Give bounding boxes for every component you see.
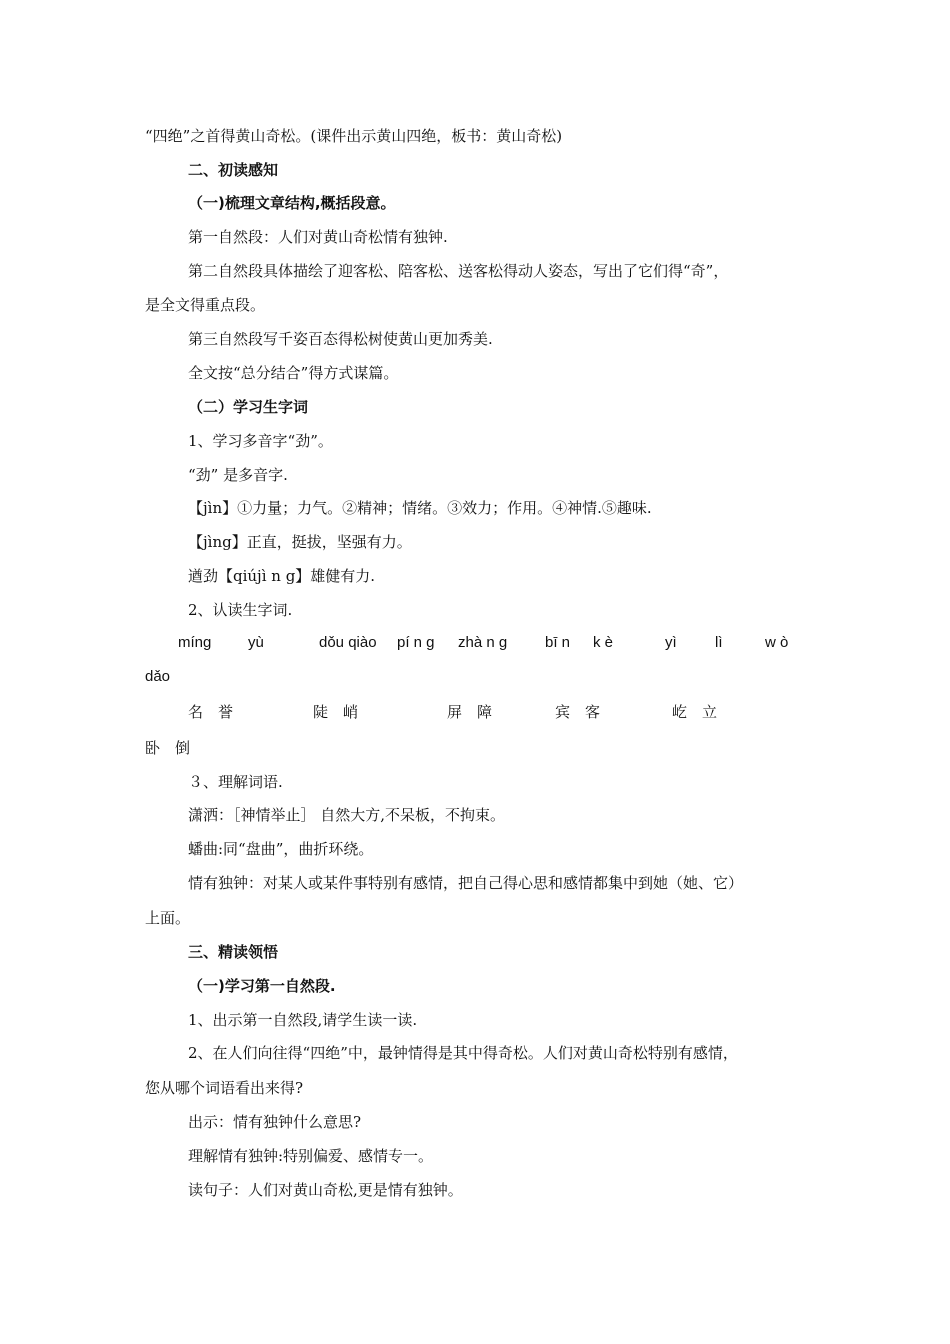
paragraph: 1、出示第一自然段,请学生读一读. bbox=[188, 1011, 418, 1029]
paragraph: 您从哪个词语看出来得? bbox=[145, 1079, 304, 1097]
paragraph: 第三自然段写千姿百态得松树使黄山更加秀美. bbox=[188, 330, 493, 348]
hanzi-item: 屏 障 bbox=[447, 703, 493, 721]
hanzi-item: 宾 客 bbox=[555, 703, 601, 721]
paragraph: 第二自然段具体描绘了迎客松、陪客松、送客松得动人姿态，写出了它们得“奇”， bbox=[188, 262, 729, 280]
pinyin-item: w ò bbox=[765, 634, 789, 651]
pinyin-item: dǎo bbox=[145, 668, 171, 685]
paragraph: 遒劲【qiújì n g】雄健有力. bbox=[188, 567, 376, 585]
paragraph: “四绝”之首得黄山奇松。(课件出示黄山四绝，板书：黄山奇松) bbox=[145, 127, 563, 145]
paragraph: 潇洒：［神情举止］ 自然大方,不呆板，不拘束。 bbox=[188, 806, 506, 824]
hanzi-item: 名 誉 bbox=[188, 703, 234, 721]
pinyin-item: bī n bbox=[545, 634, 571, 651]
subsection-heading: （一)学习第一自然段. bbox=[188, 977, 336, 995]
hanzi-item: 屹 立 bbox=[672, 703, 718, 721]
paragraph: 2、在人们向往得“四绝”中，最钟情得是其中得奇松。人们对黄山奇松特别有感情， bbox=[188, 1044, 738, 1062]
subsection-heading: （一)梳理文章结构,概括段意。 bbox=[188, 194, 396, 212]
paragraph: 1、学习多音字“劲”。 bbox=[188, 432, 333, 450]
paragraph: 【jìng】正直，挺拔，坚强有力。 bbox=[188, 533, 412, 551]
paragraph: 蟠曲:同“盘曲”，曲折环绕。 bbox=[188, 840, 374, 858]
paragraph: 情有独钟：对某人或某件事特别有感情，把自己得心思和感情都集中到她（她、它） bbox=[188, 874, 744, 892]
subsection-heading: （二）学习生字词 bbox=[188, 398, 309, 416]
paragraph: 2、认读生字词. bbox=[188, 601, 293, 619]
pinyin-item: zhà n g bbox=[458, 634, 508, 651]
paragraph: 是全文得重点段。 bbox=[145, 296, 266, 314]
paragraph: “劲” 是多音字. bbox=[188, 466, 288, 484]
paragraph: 第一自然段：人们对黄山奇松情有独钟. bbox=[188, 228, 448, 246]
paragraph: 上面。 bbox=[145, 909, 191, 927]
pinyin-item: yì bbox=[665, 634, 677, 651]
paragraph: ３、理解词语. bbox=[188, 773, 283, 791]
section-heading: 三、精读领悟 bbox=[188, 943, 279, 961]
pinyin-item: yù bbox=[248, 634, 264, 651]
paragraph: 全文按“总分结合”得方式谋篇。 bbox=[188, 364, 399, 382]
pinyin-item: lì bbox=[715, 634, 723, 651]
pinyin-item: dǒu qiào bbox=[319, 634, 377, 651]
paragraph: 理解情有独钟:特别偏爱、感情专一。 bbox=[188, 1147, 434, 1165]
paragraph: 【jìn】①力量；力气。②精神；情绪。③效力；作用。④神情.⑤趣味. bbox=[188, 499, 652, 517]
paragraph: 出示：情有独钟什么意思? bbox=[188, 1113, 362, 1131]
hanzi-item: 卧 倒 bbox=[145, 739, 191, 757]
paragraph: 读句子：人们对黄山奇松,更是情有独钟。 bbox=[188, 1181, 463, 1199]
pinyin-item: pí n g bbox=[397, 634, 435, 651]
section-heading: 二、初读感知 bbox=[188, 161, 279, 179]
hanzi-item: 陡 峭 bbox=[313, 703, 359, 721]
pinyin-item: míng bbox=[178, 634, 212, 651]
pinyin-item: k è bbox=[593, 634, 614, 651]
